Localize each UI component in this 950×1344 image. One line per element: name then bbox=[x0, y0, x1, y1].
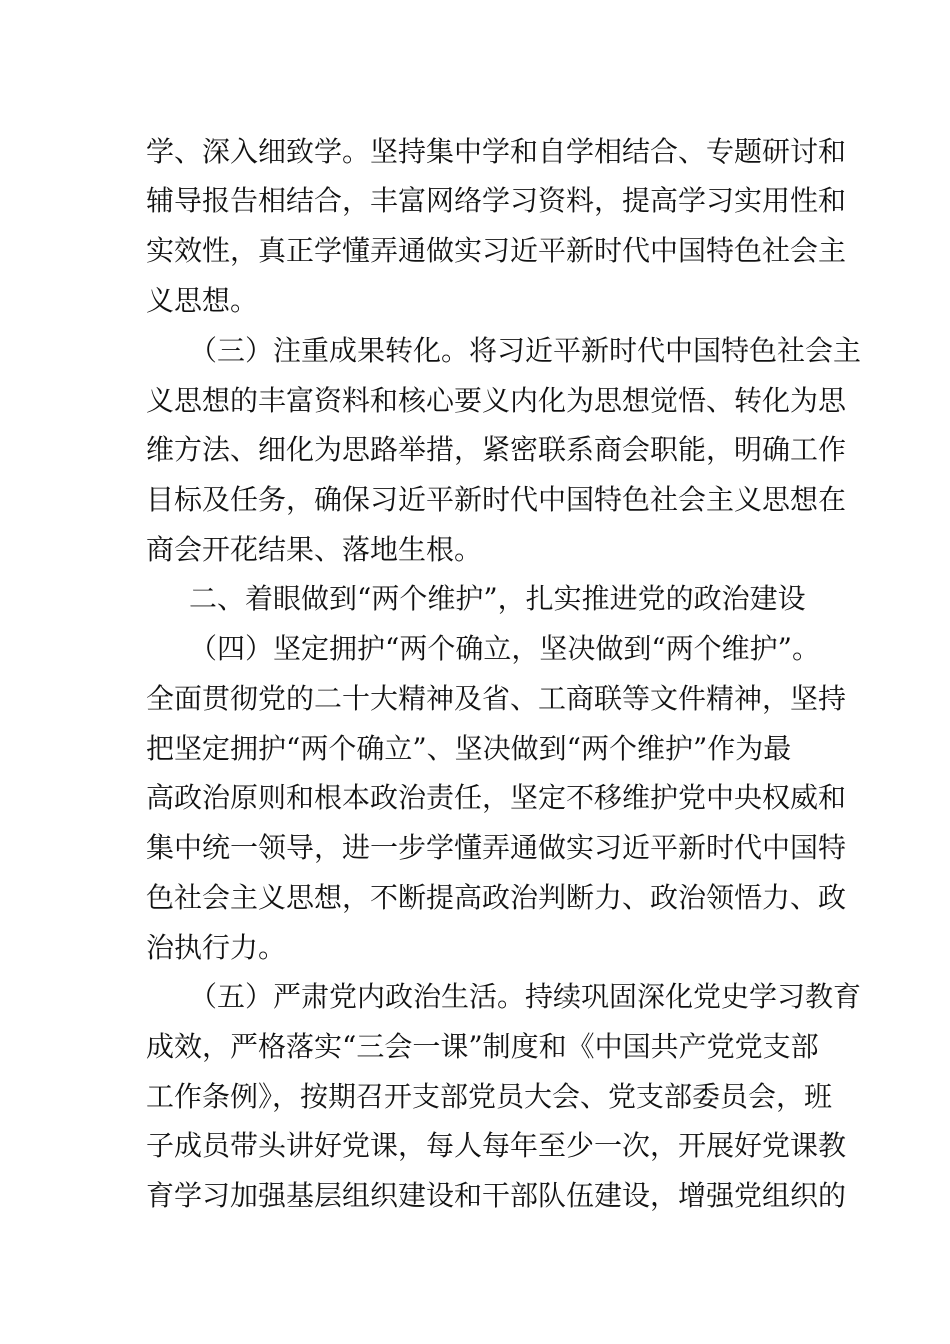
text-line: 全面贯彻党的二十大精神及省、工商联等文件精神，坚持 bbox=[146, 682, 847, 715]
text-line: 学、深入细致学。坚持集中学和自学相结合、专题研讨和 bbox=[146, 135, 847, 168]
text-line: 成效，严格落实“三会一课”制度和《中国共产党党支部 bbox=[146, 1030, 819, 1063]
text-line: 实效性，真正学懂弄通做实习近平新时代中国特色社会主 bbox=[146, 234, 847, 267]
text-line: 义思想。 bbox=[146, 284, 259, 317]
section-heading-two: 二、着眼做到“两个维护”，扎实推进党的政治建设 bbox=[189, 582, 806, 615]
text-line: 辅导报告相结合，丰富网络学习资料，提高学习实用性和 bbox=[146, 184, 847, 217]
text-line: 工作条例》，按期召开支部党员大会、党支部委员会，班 bbox=[146, 1080, 833, 1113]
text-line: 治执行力。 bbox=[146, 931, 287, 964]
text-line: 目标及任务，确保习近平新时代中国特色社会主义思想在 bbox=[146, 483, 847, 516]
text-line: 子成员带头讲好党课，每人每年至少一次，开展好党课教 bbox=[146, 1129, 847, 1162]
text-line: 育学习加强基层组织建设和干部队伍建设，增强党组织的 bbox=[146, 1179, 847, 1212]
text-line: 义思想的丰富资料和核心要义内化为思想觉悟、转化为思 bbox=[146, 384, 847, 417]
text-line: 集中统一领导，进一步学懂弄通做实习近平新时代中国特 bbox=[146, 831, 847, 864]
text-line: 维方法、细化为思路举措，紧密联系商会职能，明确工作 bbox=[146, 433, 847, 466]
section-heading-four: （四）坚定拥护“两个确立，坚决做到“两个维护”。 bbox=[189, 632, 820, 665]
text-line: 高政治原则和根本政治责任，坚定不移维护党中央权威和 bbox=[146, 781, 847, 814]
text-line: 把坚定拥护“两个确立”、坚决做到“两个维护”作为最 bbox=[146, 732, 792, 765]
text-line: 商会开花结果、落地生根。 bbox=[146, 533, 483, 566]
section-heading-three: （三）注重成果转化。将习近平新时代中国特色社会主 bbox=[189, 334, 862, 367]
text-line: 色社会主义思想，不断提高政治判断力、政治领悟力、政 bbox=[146, 881, 847, 914]
section-heading-five: （五）严肃党内政治生活。持续巩固深化党史学习教育 bbox=[189, 980, 862, 1013]
